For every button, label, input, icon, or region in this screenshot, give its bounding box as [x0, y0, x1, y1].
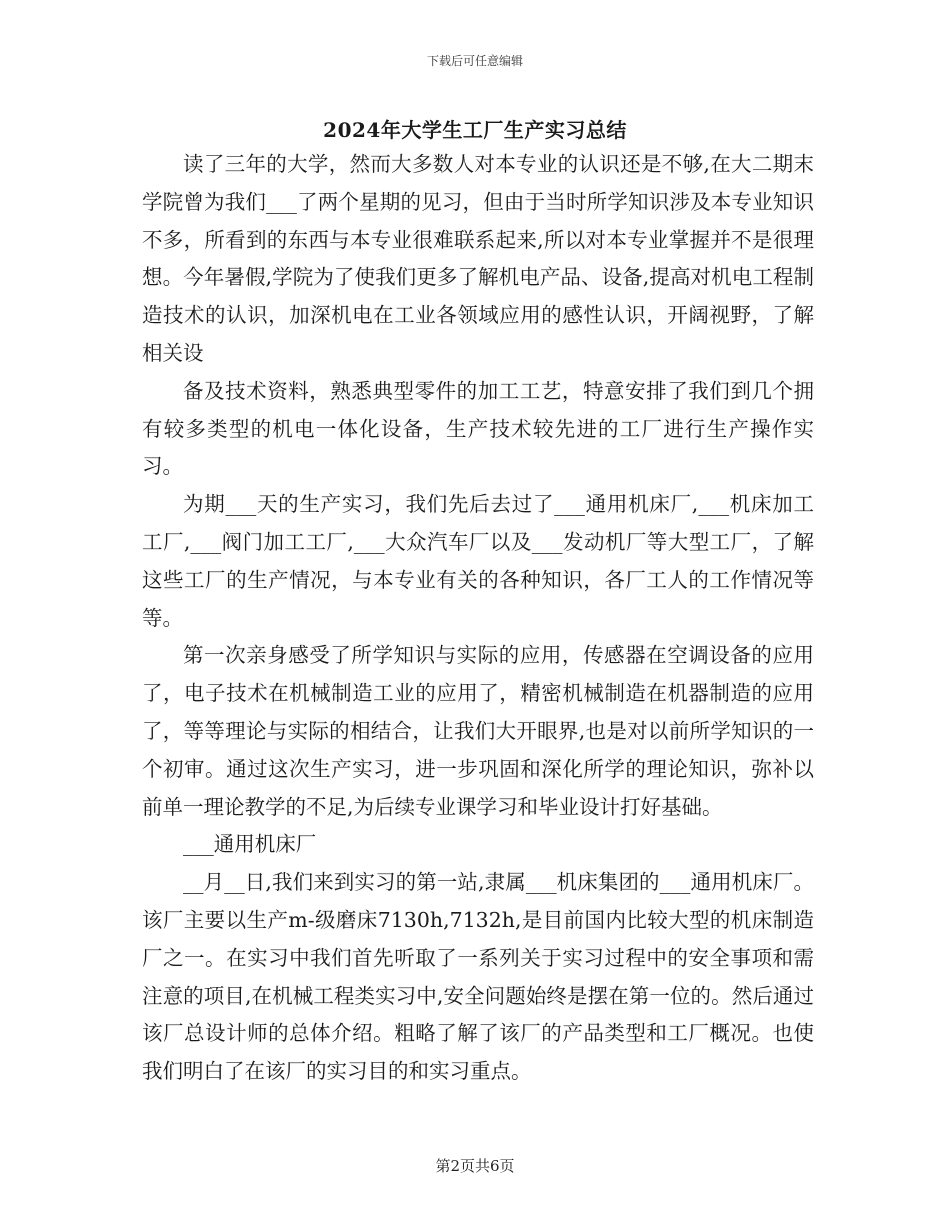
paragraph-3: 为期___天的生产实习，我们先后去过了___通用机床厂,___机床加工工厂,___阀门加工工厂,___大众汽车厂以及___发动机厂等大型工厂，了解这些工厂的生产情况，与本专业有关的各种知识，各厂工人的工作情况等等。	[142, 492, 814, 630]
paragraph-2: 备及技术资料，熟悉典型零件的加工工艺，特意安排了我们到几个拥有较多类型的机电一体化设备，生产技术较先进的工厂进行生产操作实习。	[142, 378, 814, 479]
document-body	[142, 146, 814, 1091]
page-header-note: 下载后可任意编辑	[426, 54, 523, 68]
document-title: 2024年大学生工厂生产实习总结	[323, 118, 627, 142]
paragraph-4: 第一次亲身感受了所学知识与实际的应用，传感器在空调设备的应用了，电子技术在机械制造工业的应用了，精密机械制造在机器制造的应用了，等等理论与实际的相结合，让我们大开眼界,也是对以前所学知识的一个初审。通过这次生产实习，进一步巩固和深化所学的理论知识，弥补以前单一理论教学的不足,为后续专业课学习和毕业设计打好基础。	[142, 643, 814, 819]
page-footer-indicator: 第2页共6页	[435, 1157, 515, 1175]
section-heading-machine-tool-plant: ___通用机床厂	[183, 832, 317, 857]
paragraph-6: __月__日,我们来到实习的第一站,隶属___机床集团的___通用机床厂。该厂主要以生产m-级磨床7130h,7132h,是目前国内比较大型的机床制造厂之一。在实习中我们首先听取了一系列关于实习过程中的安全事项和需注意的项目,在机械工程类实习中,安全问题始终是摆在第一位的。然后通过该厂总设计师的总体介绍。粗略了解了该厂的产品类型和工厂概况。也使我们明白了在该厂的实习目的和实习重点。	[142, 870, 814, 1084]
paragraph-1: 读了三年的大学，然而大多数人对本专业的认识还是不够,在大二期末学院曾为我们___了两个星期的见习，但由于当时所学知识涉及本专业知识不多，所看到的东西与本专业很难联系起来,所以对本专业掌握并不是很理想。今年暑假,学院为了使我们更多了解机电产品、设备,提高对机电工程制造技术的认识，加深机电在工业各领域应用的感性认识，开阔视野，了解相关设	[142, 152, 814, 365]
